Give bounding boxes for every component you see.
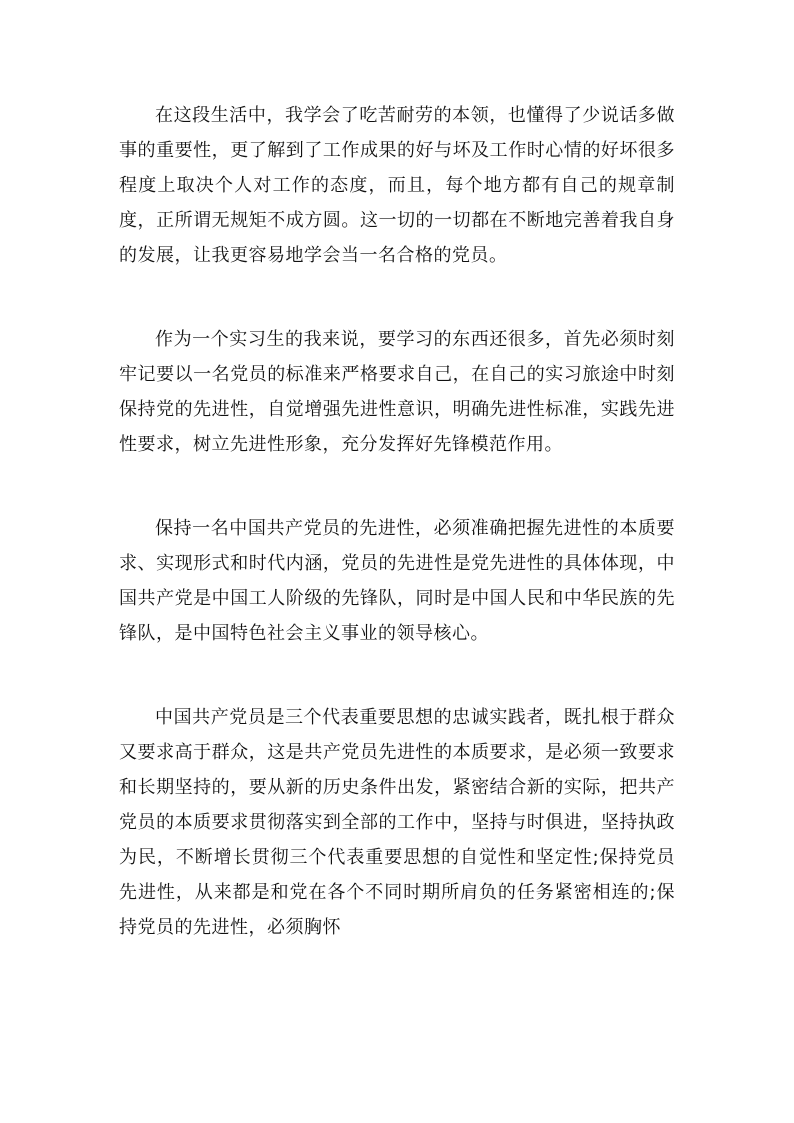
paragraph-3: 保持一名中国共产党员的先进性，必须准确把握先进性的本质要求、实现形式和时代内涵，党员的先进性是党先进性的具体体现，中国共产党是中国工人阶级的先锋队，同时是中国人民和中华民族的先锋队，是中国特色社会主义事业的领导核心。 bbox=[119, 518, 675, 644]
document-body bbox=[119, 98, 675, 994]
paragraph-4: 中国共产党员是三个代表重要思想的忠诚实践者，既扎根于群众又要求高于群众，这是共产党员先进性的本质要求，是必须一致要求和长期坚持的，要从新的历史条件出发，紧密结合新的实际，把共产党员的本质要求贯彻落实到全部的工作中，坚持与时俱进，坚持执政为民，不断增长贯彻三个代表重要思想的自觉性和坚定性;保持党员先进性，从来都是和党在各个不同时期所肩负的任务紧密相连的;保持党员的先进性，必须胸怀 bbox=[119, 707, 675, 938]
paragraph-2: 作为一个实习生的我来说，要学习的东西还很多，首先必须时刻牢记要以一名党员的标准来严格要求自己，在自己的实习旅途中时刻保持党的先进性，自觉增强先进性意识，明确先进性标准，实践先进性要求，树立先进性形象，充分发挥好先锋模范作用。 bbox=[119, 329, 675, 455]
paragraph-1: 在这段生活中，我学会了吃苦耐劳的本领，也懂得了少说话多做事的重要性，更了解到了工作成果的好与坏及工作时心情的好坏很多程度上取决个人对工作的态度，而且，每个地方都有自己的规章制度，正所谓无规矩不成方圆。这一切的一切都在不断地完善着我自身的发展，让我更容易地学会当一名合格的党员。 bbox=[119, 105, 675, 266]
